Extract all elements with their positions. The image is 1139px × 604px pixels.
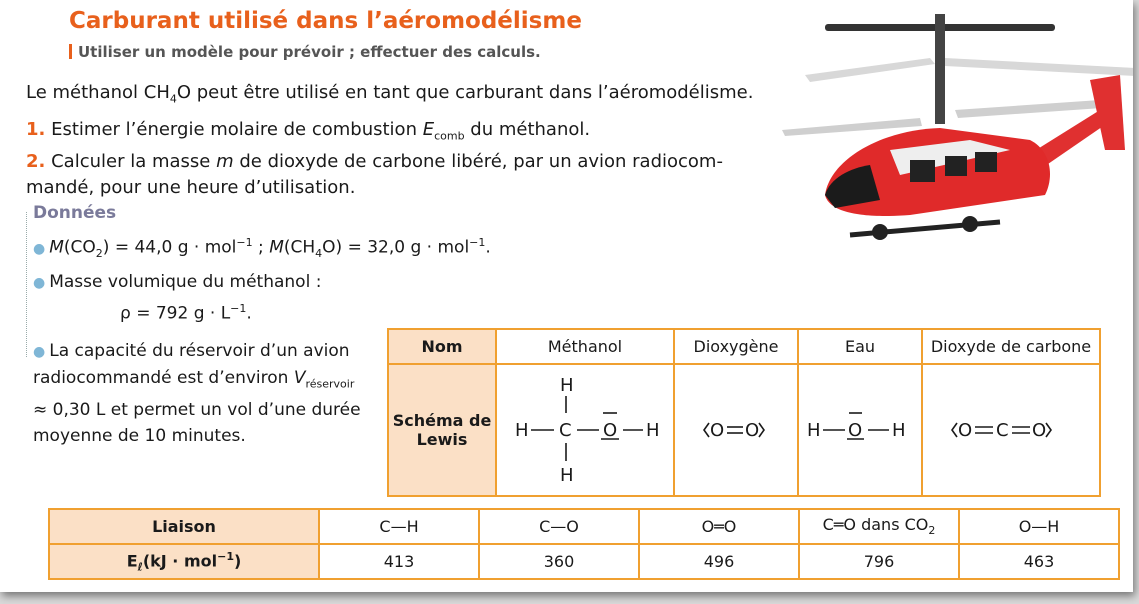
bond-o-h: O—H (959, 509, 1119, 544)
methanol-lewis-diagram (497, 365, 673, 495)
lewis-methanol (496, 364, 674, 496)
donnees-heading: Données (33, 203, 117, 223)
dioxygen-lewis-diagram (675, 365, 797, 495)
bond-energy-table (48, 508, 1120, 580)
data-molar-masses: ● $M(CO_2) = 44,0$ g · mol$^{-1}$ ; $M(CH_4O) = 32,0$ g · mol$^{-1}$. (33, 236, 491, 261)
energy-row-label: $E_\ell(kJ \cdot mol^{-1})$ (49, 544, 319, 579)
lewis-col-dioxygene: Dioxygène (674, 329, 798, 364)
svg-text:O: O (848, 420, 863, 441)
svg-text:O: O (745, 420, 760, 441)
lewis-table (387, 328, 1101, 497)
subtitle-text: Utiliser un modèle pour prévoir ; effectuer des calculs. (78, 43, 541, 61)
svg-text:H: H (807, 420, 821, 441)
svg-text:C: C (559, 420, 572, 441)
energy-o-o: 496 (639, 544, 799, 579)
accent-bar (69, 44, 72, 59)
page-title: Carburant utilisé dans l’aéromodélisme (69, 8, 582, 34)
page-subtitle (69, 43, 541, 61)
bond-c-h: C—H (319, 509, 479, 544)
svg-text:H: H (892, 420, 906, 441)
energy-c-h: 413 (319, 544, 479, 579)
svg-text:O: O (1032, 420, 1047, 441)
svg-text:O: O (710, 420, 725, 441)
energy-o-h: 463 (959, 544, 1119, 579)
bond-c-o-co2: C═O dans $CO_2$ (799, 509, 959, 544)
lewis-eau (798, 364, 922, 496)
bullet-icon: ● (33, 275, 46, 291)
svg-text:H: H (646, 420, 660, 441)
bond-o-o: O═O (639, 509, 799, 544)
helicopter-image (770, 0, 1133, 290)
energy-c-o: 360 (479, 544, 639, 579)
water-lewis-diagram (799, 365, 921, 495)
lewis-col-methanol: Méthanol (496, 329, 674, 364)
lewis-col-eau: Eau (798, 329, 922, 364)
energy-c-o-co2: 796 (799, 544, 959, 579)
intro-text: Le méthanol $CH_4O$ peut être utilisé en tant que carburant dans l’aéromodélisme. (26, 82, 754, 106)
co2-lewis-diagram (923, 365, 1099, 495)
lewis-col-dioxyde: Dioxyde de carbone (922, 329, 1100, 364)
svg-text:H: H (560, 465, 574, 486)
bullet-icon: ● (33, 344, 46, 360)
bullet-icon: ● (33, 240, 46, 257)
question-1: 1. Estimer l’énergie molaire de combustion $E_{comb}$ du méthanol. (26, 119, 591, 143)
svg-text:H: H (560, 375, 574, 396)
data-tank-capacity: ● La capacité du réservoir d’un avion radiocommandé est d’environ $V_{réservoir} \approx 0,30$ L et permet un vol d’une durée moyenne de 10 minutes. (33, 341, 361, 447)
question-2: 2. Calculer la masse m de dioxyde de carbone libéré, par un avion radiocom-mandé, pour une heure d’utilisation. (26, 151, 723, 198)
data-density-label: ● Masse volumique du méthanol : (33, 272, 322, 292)
svg-text:C: C (996, 420, 1009, 441)
svg-text:O: O (958, 420, 973, 441)
svg-text:O: O (603, 420, 618, 441)
lewis-row-label: Schéma de Lewis (388, 364, 496, 496)
bond-c-o: C—O (479, 509, 639, 544)
liaison-row-label: Liaison (49, 509, 319, 544)
lewis-dioxyde (922, 364, 1100, 496)
data-divider (26, 212, 30, 357)
lewis-header-label: Nom (388, 329, 496, 364)
data-density-value: ρ = 792 $g \cdot L^{-1}$. (120, 302, 252, 324)
lewis-dioxygene (674, 364, 798, 496)
svg-text:H: H (515, 420, 529, 441)
